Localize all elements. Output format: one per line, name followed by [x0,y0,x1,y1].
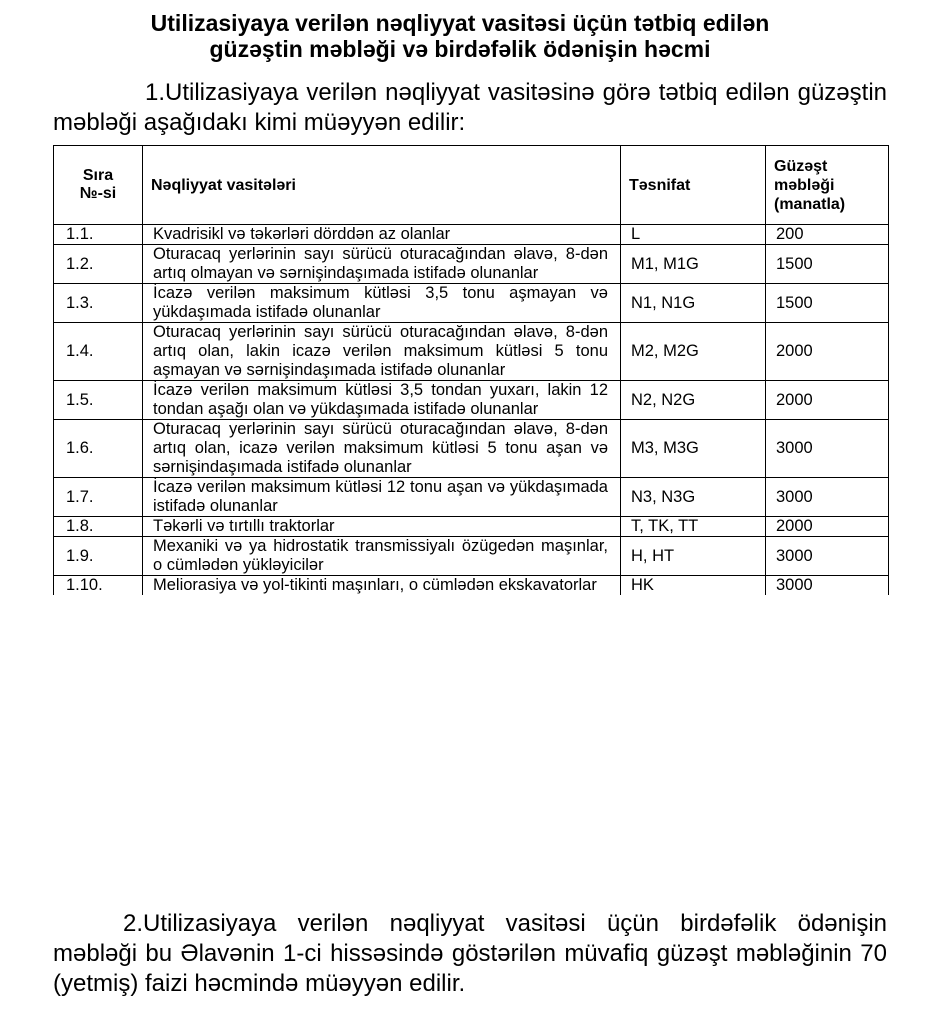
row-classification: N3, N3G [621,478,766,517]
title-line-1: Utilizasiyaya verilən nəqliyyat vasitəsi üçün tətbiq edilən [150,10,770,36]
table-row [54,225,889,245]
row-number: 1.3. [54,284,143,323]
row-description: Oturacaq yerlərinin sayı sürücü oturacağından əlavə, 8-dən artıq olan, icazə verilən maksimum kütləsi 5 tonu aşan və sərnişindaşımada istifadə olunanlar [143,420,621,478]
row-amount: 3000 [766,420,889,478]
table-row [54,420,889,478]
table-row [54,576,889,596]
row-classification: T, TK, TT [621,517,766,537]
table-row [54,323,889,381]
row-description: Təkərli və tırtıllı traktorlar [143,517,621,537]
row-classification: M2, M2G [621,323,766,381]
row-classification: HK [621,576,766,596]
table-row [54,245,889,284]
document-title [60,10,860,62]
table-row [54,478,889,517]
row-classification: M3, M3G [621,420,766,478]
paragraph-1: 1.Utilizasiyaya verilən nəqliyyat vasitəsinə görə tətbiq edilən güzəştin məbləği aşağıdakı kimi müəyyən edilir: [53,79,887,136]
row-number: 1.1. [54,225,143,245]
row-amount: 3000 [766,478,889,517]
header-classification: Təsnifat [621,146,766,225]
row-description: Kvadrisikl və təkərləri dörddən az olanlar [143,225,621,245]
header-amount: Güzəşt məbləği (manatla) [766,146,889,225]
row-description: Meliorasiya və yol-tikinti maşınları, o cümlədən ekskavatorlar [143,576,621,596]
benefit-table [53,145,889,595]
row-amount: 3000 [766,537,889,576]
row-number: 1.6. [54,420,143,478]
row-classification: L [621,225,766,245]
row-amount: 200 [766,225,889,245]
row-description: Oturacaq yerlərinin sayı sürücü oturacağından əlavə, 8-dən artıq olmayan və sərnişindaşımada istifadə olunanlar [143,245,621,284]
row-amount: 3000 [766,576,889,596]
row-amount: 1500 [766,245,889,284]
row-number: 1.10. [54,576,143,596]
header-vehicles: Nəqliyyat vasitələri [143,146,621,225]
table-row [54,537,889,576]
row-amount: 2000 [766,517,889,537]
table-header-row [54,146,889,225]
table-row [54,517,889,537]
row-description: İcazə verilən maksimum kütləsi 12 tonu aşan və yükdaşımada istifadə olunanlar [143,478,621,517]
row-classification: M1, M1G [621,245,766,284]
row-amount: 2000 [766,323,889,381]
table-row [54,381,889,420]
row-number: 1.2. [54,245,143,284]
row-amount: 2000 [766,381,889,420]
row-description: Mexaniki və ya hidrostatik transmissiyalı özügedən maşınlar, o cümlədən yükləyicilər [143,537,621,576]
header-row-number: Sıra №-si [54,146,143,225]
row-number: 1.9. [54,537,143,576]
title-line-2: güzəştin məbləği və birdəfəlik ödənişin həcmi [209,36,711,62]
table-row [54,284,889,323]
row-number: 1.8. [54,517,143,537]
row-number: 1.5. [54,381,143,420]
row-number: 1.4. [54,323,143,381]
row-description: İcazə verilən maksimum kütləsi 3,5 tonu aşmayan və yükdaşımada istifadə olunanlar [143,284,621,323]
row-classification: N1, N1G [621,284,766,323]
row-description: Oturacaq yerlərinin sayı sürücü oturacağından əlavə, 8-dən artıq olan, lakin icazə verilən maksimum kütləsi 5 tonu aşmayan və sərnişindaşımada istifadə olunanlar [143,323,621,381]
row-classification: H, HT [621,537,766,576]
row-amount: 1500 [766,284,889,323]
row-number: 1.7. [54,478,143,517]
paragraph-2: 2.Utilizasiyaya verilən nəqliyyat vasitəsi üçün birdəfəlik ödənişin məbləği bu Əlavənin 1-ci hissəsində göstərilən müvafiq güzəşt məbləğinin 70 (yetmiş) faizi həcmində müəyyən edilir. [53,910,887,997]
row-classification: N2, N2G [621,381,766,420]
row-description: İcazə verilən maksimum kütləsi 3,5 tondan yuxarı, lakin 12 tondan aşağı olan və yükdaşımada istifadə olunanlar [143,381,621,420]
